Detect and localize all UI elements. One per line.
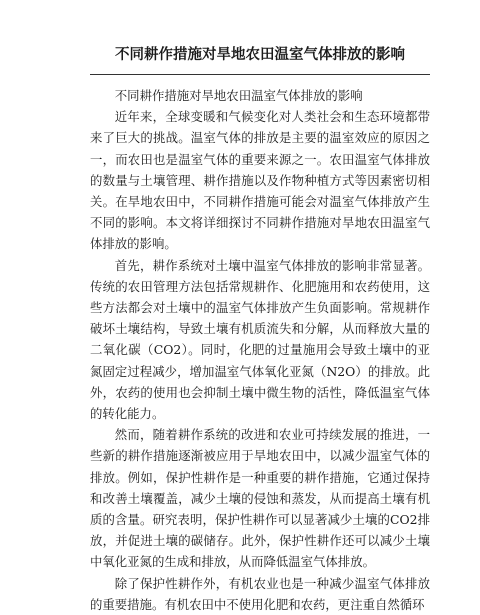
document-title: 不同耕作措施对旱地农田温室气体排放的影响 xyxy=(115,46,405,63)
paragraph: 然而，随着耕作系统的改进和农业可持续发展的推进，一些新的耕作措施逐渐被应用于旱地农田中，以减少温室气体的排放。例如，保护性耕作是一种重要的耕作措施，它通过保持和改善土壤覆盖，减少土壤的侵蚀和蒸发，从而提高土壤有机质的含量。研究表明，保护性耕作可以显著减少土壤的CO2排放，并促进土壤的碳储存。此外，保护性耕作还可以减少土壤中氧化亚氮的生成和排放，从而降低温室气体排放。 xyxy=(90,427,430,570)
paragraph: 首先，耕作系统对土壤中温室气体排放的影响非常显著。传统的农田管理方法包括常规耕作、化肥施用和农药使用，这些方法都会对土壤中的温室气体排放产生负面影响。常规耕作破坏土壤结构，导致土壤有机质流失和分解，从而释放大量的二氧化碳（CO2）。同时，化肥的过量施用会导致土壤中的亚氮固定过程减少，增加温室气体氧化亚氮（N2O）的排放。此外，农药的使用也会抑制土壤中微生物的活性，降低温室气体的转化能力。 xyxy=(90,257,430,422)
paragraph: 近年来，全球变暖和气候变化对人类社会和生态环境都带来了巨大的挑战。温室气体的排放是主要的温室效应的原因之一，而农田也是温室气体的重要来源之一。农田温室气体排放的数量与土壤管理、耕作措施以及作物种植方式等因素密切相关。在旱地农田中，不同耕作措施可能会对温室气体排放产生不同的影响。本文将详细探讨不同耕作措施对旱地农田温室气体排放的影响。 xyxy=(90,109,430,252)
paragraph-heading: 不同耕作措施对旱地农田温室气体排放的影响 xyxy=(114,88,363,103)
title-divider xyxy=(90,74,430,75)
document-body xyxy=(90,85,430,615)
paragraph: 除了保护性耕作外，有机农业也是一种减少温室气体排放的重要措施。有机农田中不使用化肥和农药，更注重自然循环 xyxy=(90,575,430,612)
